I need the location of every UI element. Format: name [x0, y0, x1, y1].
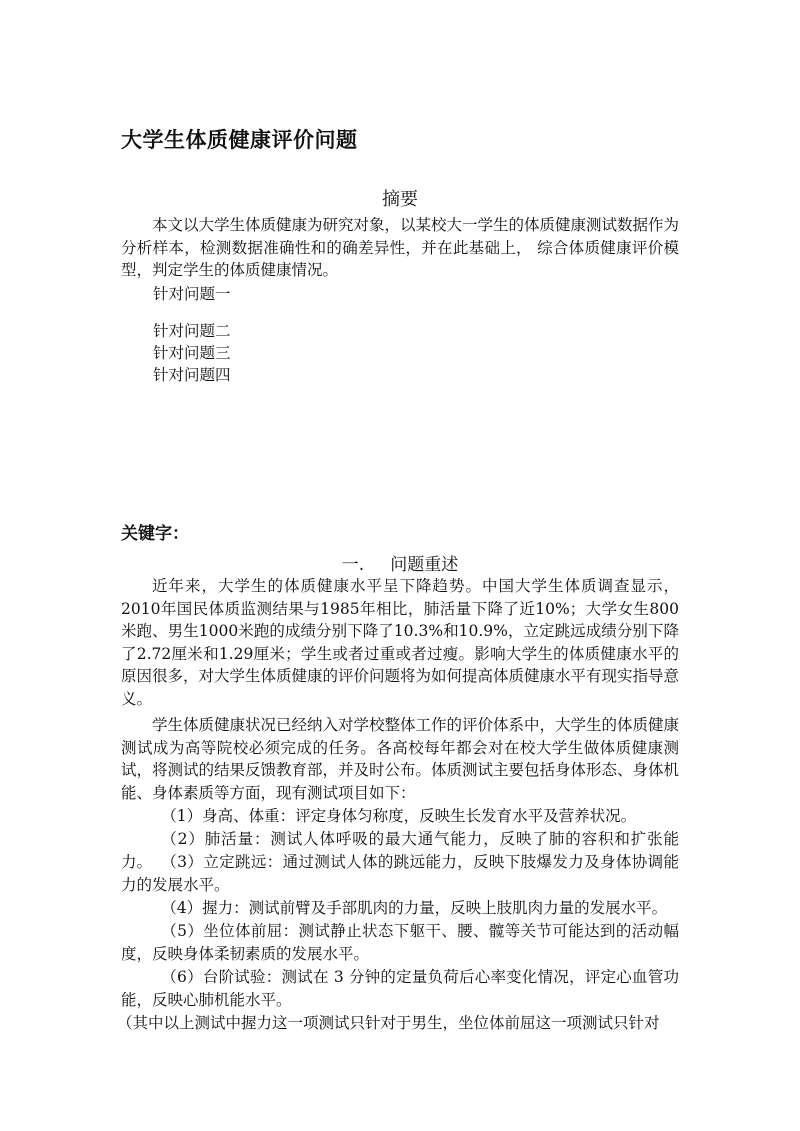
abstract-paragraph: 本文以大学生体质健康为研究对象，以某校大一学生的体质健康测试数据作为分析样本，检测数据准确性和的确差异性，并在此基础上， 综合体质健康评价模型，判定学生的体质健康情况。	[121, 216, 680, 279]
abstract-heading: 摘要	[382, 189, 418, 210]
question-three-label: 针对问题三	[153, 344, 231, 362]
section-paragraph: 学生体质健康状况已经纳入对学校整体工作的评价体系中，大学生的体质健康测试成为高等院校必须完成的任务。各高校每年都会对在校大学生做体质健康测试，将测试的结果反馈教育部，并及时公布。体质测试主要包括身体形态、身体机能、身体素质等方面，现有测试项目如下：	[121, 716, 680, 802]
test-item: （3）立定跳远：通过测试人体的跳远能力，反映下肢爆发力及身体协调能力的发展水平。	[121, 853, 679, 894]
trailing-note: （其中以上测试中握力这一项测试只针对于男生，坐位体前屈这一项测试只针对	[117, 1014, 660, 1032]
section-number: 一.	[341, 555, 365, 575]
question-two-label: 针对问题二	[153, 322, 231, 340]
section-heading	[0, 550, 800, 575]
question-one-label: 针对问题一	[153, 285, 231, 303]
question-four-label: 针对问题四	[153, 366, 231, 384]
test-item: （2）肺活量：测试人体呼吸的最大通气能力，反映了肺的容积和扩张能力。	[121, 830, 679, 871]
test-item: （1）身高、体重：评定身体匀称度，反映生长发育水平及营养状况。	[161, 807, 637, 825]
section-title: 问题重述	[390, 555, 459, 575]
document-title: 大学生体质健康评价问题	[121, 128, 358, 152]
test-item: （5）坐位体前屈：测试静止状态下躯干、腰、髋等关节可能达到的活动幅度，反映身体柔韧素质的发展水平。	[121, 922, 679, 963]
test-item: （6）台阶试验：测试在 3 分钟的定量负荷后心率变化情况，评定心血管功能，反映心肺机能水平。	[121, 968, 679, 1009]
keywords-label: 关键字：	[121, 524, 189, 544]
section-paragraph: 近年来，大学生的体质健康水平呈下降趋势。中国大学生体质调查显示，2010年国民体质监测结果与1985年相比，肺活量下降了近10%；大学女生800米跑、男生1000米跑的成绩分别下降了10.3%和10.9%，立定跳远成绩分别下降了2.72厘米和1.29厘米；学生或者过重或者过瘦。影响大学生的体质健康水平的原因很多，对大学生体质健康的评价问题将为如何提高体质健康水平有现实指导意义。	[121, 577, 680, 708]
test-item: （4）握力：测试前臂及手部肌肉的力量，反映上肢肌肉力量的发展水平。	[161, 899, 668, 917]
